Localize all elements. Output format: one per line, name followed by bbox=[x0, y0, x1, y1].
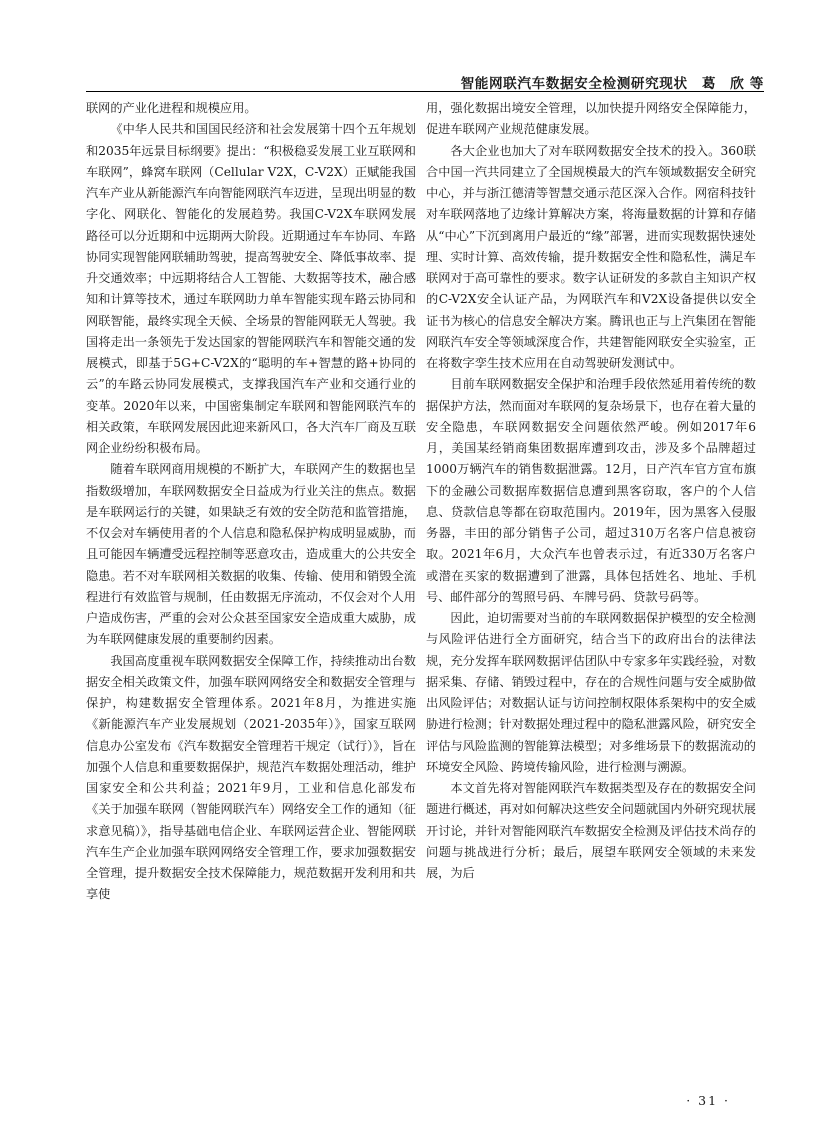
paragraph: 联网的产业化进程和规模应用。 bbox=[86, 101, 257, 115]
paragraph: 因此，迫切需要对当前的车联网数据保护模型的安全检测与风险评估进行全方面研究，结合当下的政府出台的法律法规，充分发挥车联网数据评估团队中专家多年实践经验，对数据采集、存储、销毁过程中，存在的合规性问题与安全威胁做出风险评估；对数据认证与访问控制权限体系架构中的安全威胁进行检测；针对数据处理过程中的隐私泄露风险，研究安全评估与风险监测的智能算法模型；对多维场景下的数据流动的环境安全风险、跨境传输风险，进行检测与溯源。 bbox=[426, 611, 756, 774]
paragraph: 各大企业也加大了对车联网数据安全技术的投入。360联合中国一汽共同建立了全国规模最大的汽车领域数据安全研究中心，并与浙江德清等智慧交通示范区深入合作。网宿科技针对车联网落地了边缘计算解决方案，将海量数据的计算和存储从“中心”下沉到离用户最近的“缘”部署，进而实现数据快速处理、实时计算、高效传输，提升数据安全性和隐私性，满足车联网对于高可靠性的要求。数字认证研发的多款自主知识产权的C-V2X安全认证产品，为网联汽车和V2X设备提供以安全证书为核心的信息安全解决方案。腾讯也正与上汽集团在智能网联汽车安全等领域深度合作，共建智能网联安全实验室，正在将数字孪生技术应用在自动驾驶研发测试中。 bbox=[426, 143, 756, 370]
page-number: · 31 · bbox=[686, 1093, 730, 1108]
left-column bbox=[86, 98, 416, 906]
header-rule bbox=[86, 91, 764, 92]
paragraph: 目前车联网数据安全保护和治理手段依然延用着传统的数据保护方法，然而面对车联网的复杂场景下，也存在着大量的安全隐患，车联网数据安全问题依然严峻。例如2017年6月，美国某经销商集团数据库遭到攻击，涉及多个品牌超过1000万辆汽车的销售数据泄露。12月，日产汽车官方宣布旗下的金融公司数据库数据信息遭到黑客窃取，客户的个人信息、贷款信息等都在窃取范围内。2019年，因为黑客入侵服务器，丰田的部分销售子公司，超过310万名客户信息被窃取。2021年6月，大众汽车也曾表示过，有近330万名客户或潜在买家的数据遭到了泄露，具体包括姓名、地址、手机号、邮件部分的驾照号码、车牌号码、贷款号码等。 bbox=[426, 377, 756, 604]
paragraph: 《中华人民共和国国民经济和社会发展第十四个五年规划和2035年远景目标纲要》提出：“积极稳妥发展工业互联网和车联网”，蜂窝车联网（Cellular V2X，C-V2X）正赋能我国汽车产业从新能源汽车向智能网联汽车迈进，呈现出明显的数字化、网联化、智能化的发展趋势。我国C-V2X车联网发展路径可以分近期和中远期两大阶段。近期通过车车协同、车路协同实现智能网联辅助驾驶，提高驾驶安全、降低事故率、提升交通效率；中远期将结合人工智能、大数据等技术，融合感知和计算等技术，通过车联网助力单车智能实现车路云协同和网联智能，最终实现全天候、全场景的智能网联无人驾驶。我国将走出一条领先于发达国家的智能网联汽车和智能交通的发展模式，即基于5G+C-V2X的“聪明的车+智慧的路+协同的云”的车路云协同发展模式，支撑我国汽车产业和交通行业的变革。2020年以来，中国密集制定车联网和智能网联汽车的相关政策，车联网发展因此迎来新风口，各大汽车厂商及互联网企业纷纷积极布局。 bbox=[86, 122, 416, 455]
running-title: 智能网联汽车数据安全检测研究现状 葛 欣 等 bbox=[460, 76, 764, 92]
paragraph: 我国高度重视车联网数据安全保障工作，持续推动出台数据安全相关政策文件，加强车联网网络安全和数据安全管理与保护，构建数据安全管理体系。2021年8月，为推进实施《新能源汽车产业发展规划（2021-2035年）》，国家互联网信息办公室发布《汽车数据安全管理若干规定（试行）》，旨在加强个人信息和重要数据保护，规范汽车数据处理活动，维护国家安全和公共利益；2021年9月，工业和信息化部发布《关于加强车联网（智能网联汽车）网络安全工作的通知（征求意见稿）》，指导基础电信企业、车联网运营企业、智能网联汽车生产企业加强车联网网络安全管理工作，要求加强数据安全管理，提升数据安全技术保障能力，规范数据开发利用和共享使 bbox=[86, 653, 416, 902]
running-header bbox=[86, 72, 764, 94]
paragraph: 随着车联网商用规模的不断扩大，车联网产生的数据也呈指数级增加，车联网数据安全日益成为行业关注的焦点。数据是车联网运行的关键，如果缺乏有效的安全防范和监管措施，不仅会对车辆使用者的个人信息和隐私保护构成明显威胁，而且可能因车辆遭受远程控制等恶意攻击，造成重大的公共安全隐患。若不对车联网相关数据的收集、传输、使用和销毁全流程进行有效监管与规制，任由数据无序流动，不仅会对个人用户造成伤害，严重的会对公众甚至国家安全造成重大威胁，成为车联网健康发展的重要制约因素。 bbox=[86, 462, 416, 647]
paragraph: 用，强化数据出境安全管理，以加快提升网络安全保障能力，促进车联网产业规范健康发展。 bbox=[426, 101, 756, 137]
right-column bbox=[426, 98, 756, 884]
paragraph: 本文首先将对智能网联汽车数据类型及存在的数据安全问题进行概述，再对如何解决这些安全问题就国内外研究现状展开讨论，并针对智能网联汽车数据安全检测及评估技术尚存的问题与挑战进行分析；最后，展望车联网安全领域的未来发展，为后 bbox=[426, 781, 756, 880]
